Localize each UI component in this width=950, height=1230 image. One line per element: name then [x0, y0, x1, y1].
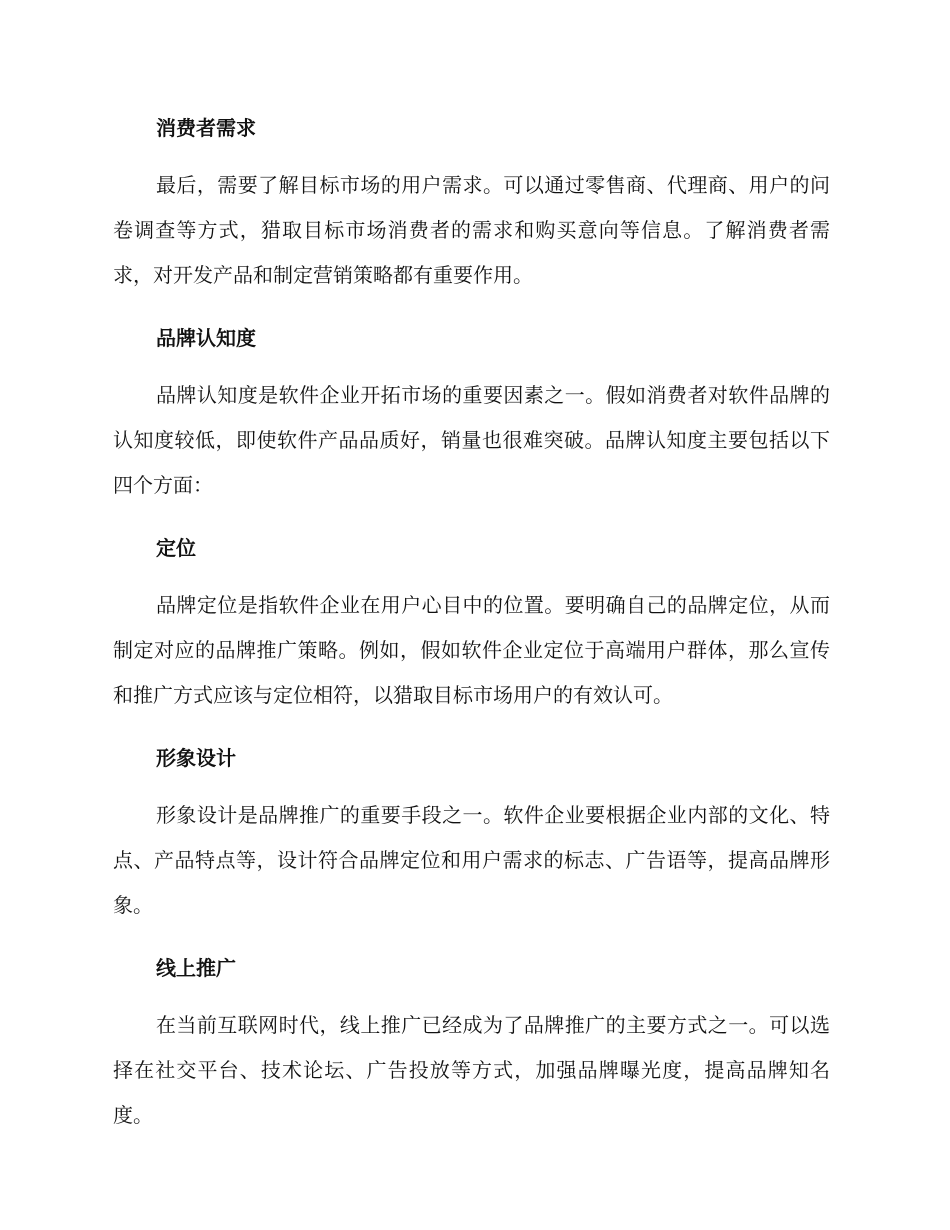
section-heading-image-design: 形象设计	[156, 746, 236, 770]
section-paragraph-online-promotion: 在当前互联网时代，线上推广已经成为了品牌推广的主要方式之一。可以选择在社交平台、技术论坛、广告投放等方式，加强品牌曝光度，提高品牌知名度。	[113, 1013, 830, 1127]
section-heading-consumer-demand: 消费者需求	[156, 116, 256, 140]
section-heading-positioning: 定位	[156, 536, 196, 560]
section-paragraph-brand-awareness: 品牌认知度是软件企业开拓市场的重要因素之一。假如消费者对软件品牌的认知度较低，即使软件产品品质好，销量也很难突破。品牌认知度主要包括以下四个方面：	[113, 383, 830, 497]
section-paragraph-image-design: 形象设计是品牌推广的重要手段之一。软件企业要根据企业内部的文化、特点、产品特点等，设计符合品牌定位和用户需求的标志、广告语等，提高品牌形象。	[113, 803, 830, 917]
section-heading-brand-awareness: 品牌认知度	[156, 326, 256, 350]
section-paragraph-positioning: 品牌定位是指软件企业在用户心目中的位置。要明确自己的品牌定位，从而制定对应的品牌推广策略。例如，假如软件企业定位于高端用户群体，那么宣传和推广方式应该与定位相符，以猎取目标市场用户的有效认可。	[113, 593, 830, 707]
section-paragraph-consumer-demand: 最后，需要了解目标市场的用户需求。可以通过零售商、代理商、用户的问卷调查等方式，猎取目标市场消费者的需求和购买意向等信息。了解消费者需求，对开发产品和制定营销策略都有重要作用。	[113, 173, 830, 287]
section-heading-online-promotion: 线上推广	[156, 956, 236, 980]
